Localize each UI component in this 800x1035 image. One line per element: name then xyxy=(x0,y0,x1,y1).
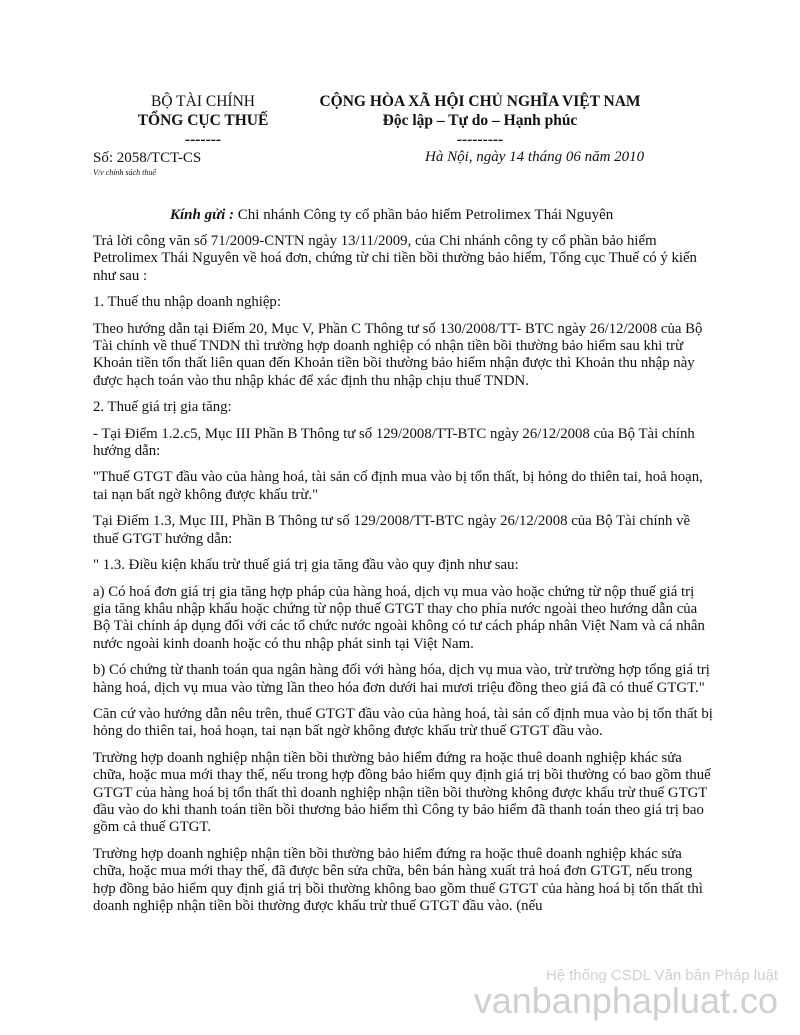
paragraph: 2. Thuế giá trị gia tăng: xyxy=(93,399,232,416)
department-name: TỔNG CỤC THUẾ xyxy=(137,112,269,129)
paragraph: b) Có chứng từ thanh toán qua ngân hàng đối với hàng hóa, dịch vụ mua vào, trừ trường hợp tổng giá trị hàng hoá, dịch vụ mua vào từng lần theo hóa đơn dưới hai mươi triệu đồng theo giá đã có thuế GTGT." xyxy=(93,662,710,696)
letter-body xyxy=(93,233,713,924)
paragraph: Tại Điểm 1.3, Mục III, Phần B Thông tư số 129/2008/TT-BTC ngày 26/12/2008 của Bộ Tài chính về thuế GTGT hướng dẫn: xyxy=(93,513,691,547)
recipient-value: Chi nhánh Công ty cổ phần bảo hiểm Petrolimex Thái Nguyên xyxy=(234,207,614,223)
left-separator: ------- xyxy=(184,131,222,148)
paragraph: Căn cứ vào hướng dẫn nêu trên, thuế GTGT đầu vào của hàng hoá, tài sản cố định mua vào bị tổn thất bị hỏng do thiên tai, hoả hoạn, tai nạn bất ngờ không được khấu trừ thuế GTGT đầu vào. xyxy=(93,705,713,740)
right-separator: --------- xyxy=(456,131,504,148)
national-header xyxy=(300,92,660,149)
paragraph: Trường hợp doanh nghiệp nhận tiền bồi thường bảo hiểm đứng ra hoặc thuê doanh nghiệp khác sửa chữa, hoặc mua mới thay thế, đã được bên sửa chữa, bên bán hàng xuất trả hoá đơn GTGT, nếu trong hợp đồng bảo hiểm quy định giá trị bồi thường không bao gồm thuế GTGT của hàng hoá bị tổn thất thì doanh nghiệp nhận tiền bồi thường được khấu trừ thuế GTGT đầu vào. (nếu xyxy=(93,845,703,914)
paragraph: "Thuế GTGT đầu vào của hàng hoá, tài sản cố định mua vào bị tổn thất, bị hỏng do thiên tai, hoả hoạn, tai nạn bất ngờ không được khấu trừ." xyxy=(93,469,703,503)
recipient-line xyxy=(170,207,613,224)
paragraph: a) Có hoá đơn giá trị gia tăng hợp pháp của hàng hoá, dịch vụ mua vào hoặc chứng từ nộp thuế giá trị gia tăng khâu nhập khẩu hoặc chứng từ nộp thuế GTGT thay cho phía nước ngoài theo hướng dẫn của Bộ Tài chính áp dụng đối với các tổ chức nước ngoài không có tư cách pháp nhân Việt Nam và cá nhân nước ngoài kinh doanh hoặc có thu nhập phát sinh tại Việt Nam. xyxy=(93,583,705,652)
paragraph: Theo hướng dẫn tại Điểm 20, Mục V, Phần C Thông tư số 130/2008/TT- BTC ngày 26/12/2008 của Bộ Tài chính về thuế TNDN thì trường hợp doanh nghiệp có nhận tiền bồi thường bảo hiểm sau khi trừ Khoản tiền tổn thất liên quan đến Khoản tiền bồi thường bảo hiểm nhận được thì Khoản thu nhập này được hạch toán vào thu nhập khác để xác định thu nhập chịu thuế TNDN. xyxy=(93,320,703,389)
paragraph: Trả lời công văn số 71/2009-CNTN ngày 13/11/2009, của Chi nhánh công ty cổ phần bảo hiểm Petrolimex Thái Nguyên về hoá đơn, chứng từ chi tiền bồi thường bảo hiểm, Tổng cục Thuế có ý kiến như sau : xyxy=(93,233,697,284)
ministry-name: BỘ TÀI CHÍNH xyxy=(151,93,255,110)
document-subject: V/v chính sách thuế xyxy=(93,168,156,177)
recipient-label: Kính gửi : xyxy=(170,207,235,223)
agency-header xyxy=(108,92,298,149)
watermark-caption: Hệ thống CSDL Văn bản Pháp luật xyxy=(545,967,778,984)
document-number: Số: 2058/TCT-CS xyxy=(93,150,202,166)
national-motto: Độc lập – Tự do – Hạnh phúc xyxy=(382,112,578,129)
paragraph: - Tại Điểm 1.2.c5, Mục III Phần B Thông tư số 129/2008/TT-BTC ngày 26/12/2008 của Bộ Tài chính hướng dẫn: xyxy=(93,425,695,460)
paragraph: " 1.3. Điều kiện khấu trừ thuế giá trị gia tăng đầu vào quy định như sau: xyxy=(93,557,519,574)
country-name: CỘNG HÒA XÃ HỘI CHỦ NGHĨA VIỆT NAM xyxy=(319,93,641,110)
paragraph: 1. Thuế thu nhập doanh nghiệp: xyxy=(93,294,281,311)
watermark-site: vanbanphapluat.co xyxy=(473,980,778,1021)
place-date: Hà Nội, ngày 14 tháng 06 năm 2010 xyxy=(425,149,645,165)
paragraph: Trường hợp doanh nghiệp nhận tiền bồi thường bảo hiểm đứng ra hoặc thuê doanh nghiệp khác sửa chữa, hoặc mua mới thay thế, nếu trong hợp đồng bảo hiểm quy định giá trị bồi thường có bao gồm thuế GTGT của hàng hoá bị tổn thất thì doanh nghiệp nhận tiền bồi thường không được khấu trừ thuế GTGT đầu vào do khi thanh toán tiền bồi thương bảo hiểm thì Công ty bảo hiểm đã thanh toán theo giá trị bao gồm cả thuế GTGT. xyxy=(93,749,711,836)
